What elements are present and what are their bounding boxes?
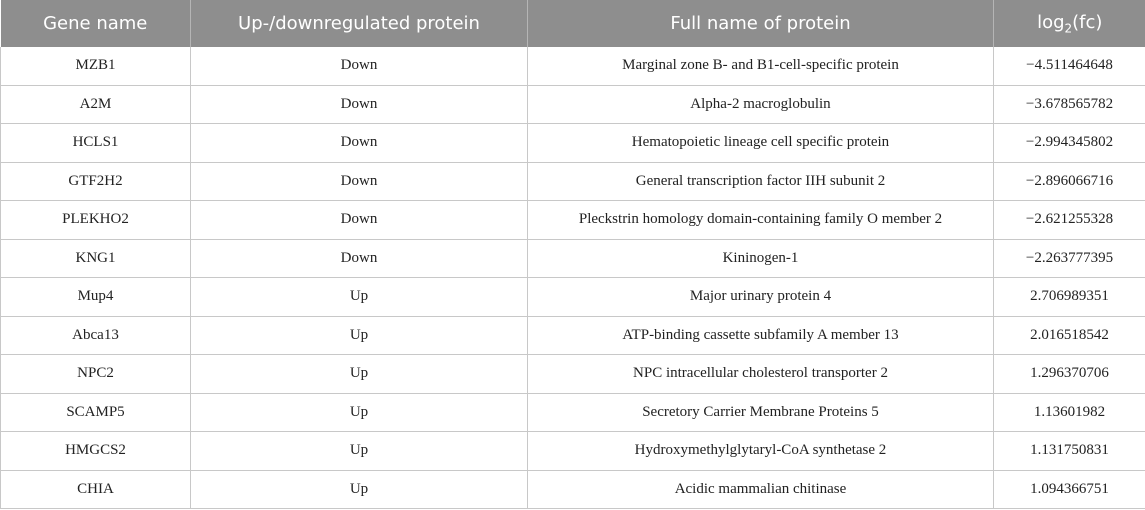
gene-name-cell: CHIA bbox=[1, 470, 191, 509]
header-row bbox=[1, 0, 1145, 47]
regulation-cell: Down bbox=[191, 124, 528, 163]
full-name-cell: Major urinary protein 4 bbox=[528, 278, 994, 317]
gene-name-cell: KNG1 bbox=[1, 239, 191, 278]
table-row bbox=[1, 124, 1145, 163]
log2fc-cell: −2.896066716 bbox=[994, 162, 1145, 201]
gene-name-cell: NPC2 bbox=[1, 355, 191, 394]
gene-name-cell: A2M bbox=[1, 85, 191, 124]
log2fc-cell: 1.131750831 bbox=[994, 432, 1145, 471]
log2fc-cell: 1.13601982 bbox=[994, 393, 1145, 432]
full-name-cell: Hydroxymethylglytaryl-CoA synthetase 2 bbox=[528, 432, 994, 471]
header-regulation: Up-/downregulated protein bbox=[191, 0, 528, 47]
log2fc-cell: 1.296370706 bbox=[994, 355, 1145, 394]
regulation-cell: Up bbox=[191, 432, 528, 471]
table-row bbox=[1, 85, 1145, 124]
gene-name-cell: SCAMP5 bbox=[1, 393, 191, 432]
regulation-cell: Down bbox=[191, 239, 528, 278]
log2fc-cell: −2.263777395 bbox=[994, 239, 1145, 278]
table-row bbox=[1, 201, 1145, 240]
gene-name-cell: HCLS1 bbox=[1, 124, 191, 163]
table-row bbox=[1, 162, 1145, 201]
regulation-cell: Up bbox=[191, 278, 528, 317]
gene-name-cell: GTF2H2 bbox=[1, 162, 191, 201]
gene-name-cell: MZB1 bbox=[1, 47, 191, 85]
header-log-subscript: 2 bbox=[1064, 21, 1073, 36]
regulation-cell: Up bbox=[191, 355, 528, 394]
table-row bbox=[1, 47, 1145, 85]
regulation-cell: Down bbox=[191, 162, 528, 201]
gene-name-cell: Abca13 bbox=[1, 316, 191, 355]
log2fc-cell: −2.994345802 bbox=[994, 124, 1145, 163]
regulation-cell: Up bbox=[191, 470, 528, 509]
full-name-cell: NPC intracellular cholesterol transporter 2 bbox=[528, 355, 994, 394]
gene-name-cell: HMGCS2 bbox=[1, 432, 191, 471]
full-name-cell: Secretory Carrier Membrane Proteins 5 bbox=[528, 393, 994, 432]
table-row bbox=[1, 393, 1145, 432]
gene-name-cell: Mup4 bbox=[1, 278, 191, 317]
header-full-name: Full name of protein bbox=[528, 0, 994, 47]
full-name-cell: General transcription factor IIH subunit 2 bbox=[528, 162, 994, 201]
table-row bbox=[1, 432, 1145, 471]
full-name-cell: Hematopoietic lineage cell specific protein bbox=[528, 124, 994, 163]
header-log2fc bbox=[994, 0, 1145, 47]
full-name-cell: Kininogen-1 bbox=[528, 239, 994, 278]
regulation-cell: Down bbox=[191, 85, 528, 124]
full-name-cell: Pleckstrin homology domain-containing family O member 2 bbox=[528, 201, 994, 240]
table-header bbox=[1, 0, 1145, 47]
table-row bbox=[1, 470, 1145, 509]
table-row bbox=[1, 239, 1145, 278]
table-row bbox=[1, 316, 1145, 355]
full-name-cell: Acidic mammalian chitinase bbox=[528, 470, 994, 509]
table-row bbox=[1, 278, 1145, 317]
log2fc-cell: −3.678565782 bbox=[994, 85, 1145, 124]
regulation-cell: Up bbox=[191, 393, 528, 432]
gene-name-cell: PLEKHO2 bbox=[1, 201, 191, 240]
full-name-cell: Marginal zone B- and B1-cell-specific protein bbox=[528, 47, 994, 85]
full-name-cell: Alpha-2 macroglobulin bbox=[528, 85, 994, 124]
header-log-suffix: (fc) bbox=[1072, 11, 1103, 33]
log2fc-cell: 2.706989351 bbox=[994, 278, 1145, 317]
header-log-prefix: log bbox=[1037, 11, 1065, 33]
regulation-cell: Down bbox=[191, 47, 528, 85]
log2fc-cell: −4.511464648 bbox=[994, 47, 1145, 85]
log2fc-cell: 2.016518542 bbox=[994, 316, 1145, 355]
table-body bbox=[1, 47, 1145, 509]
full-name-cell: ATP-binding cassette subfamily A member 13 bbox=[528, 316, 994, 355]
regulation-cell: Up bbox=[191, 316, 528, 355]
table-row bbox=[1, 355, 1145, 394]
header-gene-name: Gene name bbox=[1, 0, 191, 47]
regulation-cell: Down bbox=[191, 201, 528, 240]
log2fc-cell: −2.621255328 bbox=[994, 201, 1145, 240]
log2fc-cell: 1.094366751 bbox=[994, 470, 1145, 509]
